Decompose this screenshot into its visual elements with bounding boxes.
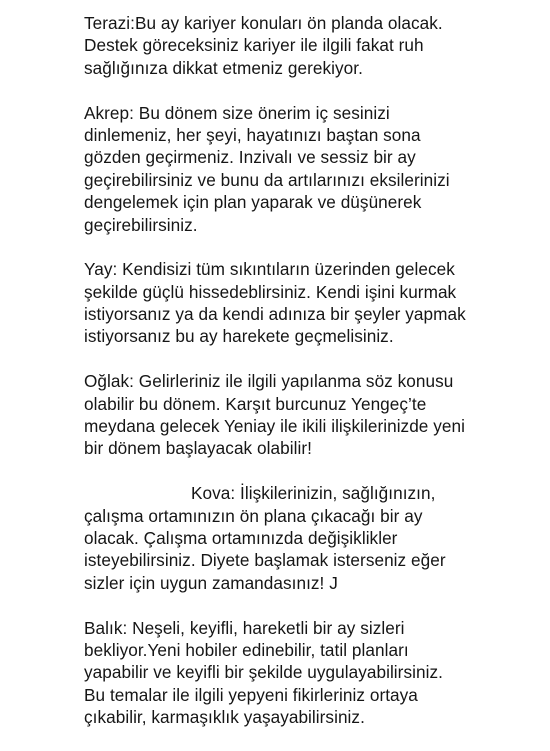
text-line: Yay: Kendisizi tüm sıkıntıların üzerinden gelecek xyxy=(84,259,455,280)
text-line: Akrep: Bu dönem size önerim iç sesinizi xyxy=(84,102,390,123)
paragraph-yay xyxy=(84,258,546,348)
text-line: olacak. Çalışma ortamınızda değişiklikler xyxy=(84,527,398,548)
text-line: isteyebilirsiniz. Diyete başlamak isterseniz eğer xyxy=(84,550,446,571)
text-line: sağlığınıza dikkat etmeniz gerekiyor. xyxy=(84,57,363,78)
horoscope-document xyxy=(84,12,546,751)
paragraph-akrep xyxy=(84,102,546,236)
text-line: yapabilir ve keyifli bir şekilde uygulayabilirsiniz. xyxy=(84,662,443,683)
paragraph-kova xyxy=(84,482,546,594)
text-line: Balık: Neşeli, keyifli, hareketli bir ay sizleri xyxy=(84,617,405,638)
text-line: Destek göreceksiniz kariyer ile ilgili fakat ruh xyxy=(84,35,424,56)
text-line: Terazi:Bu ay kariyer konuları ön planda olacak. xyxy=(84,13,443,33)
text-line: Bu temalar ile ilgili yepyeni fikirleriniz ortaya xyxy=(84,684,418,705)
text-line: meydana gelecek Yeniay ile ikili ilişkilerinizde yeni xyxy=(84,416,465,437)
paragraph-balik xyxy=(84,617,546,729)
text-line: dinlemeniz, her şeyi, hayatınızı baştan sona xyxy=(84,124,421,145)
text-line: bekliyor.Yeni hobiler edinebilir, tatil planları xyxy=(84,639,409,660)
text-line: Kova: İlişkilerinizin, sağlığınızın, xyxy=(191,483,436,504)
text-line: gözden geçirmeniz. Inzivalı ve sessiz bir ay xyxy=(84,147,416,168)
text-line: geçirebilirsiniz ve bunu da artılarınızı eksilerinizi xyxy=(84,169,450,190)
text-line: bir dönem başlayacak olabilir! xyxy=(84,438,312,459)
text-line: olabilir bu dönem. Karşıt burcunuz Yengeç’te xyxy=(84,393,427,414)
text-line: dengelemek için plan yaparak ve düşünerek xyxy=(84,192,422,213)
text-line: çalışma ortamınızın ön plana çıkacağı bir ay xyxy=(84,505,423,526)
paragraph-terazi xyxy=(84,12,546,79)
text-line: istiyorsanız bu ay harekete geçmelisiniz. xyxy=(84,326,394,347)
text-line: geçirebilirsiniz. xyxy=(84,214,198,235)
text-line: sizler için uygun zamandasınız! J xyxy=(84,572,338,593)
paragraph-oglak xyxy=(84,370,546,460)
text-line: Oğlak: Gelirleriniz ile ilgili yapılanma söz konusu xyxy=(84,371,454,392)
text-line: çıkabilir, karmaşıklık yaşayabilirsiniz. xyxy=(84,707,365,728)
text-line: istiyorsanız ya da kendi adınıza bir şeyler yapmak xyxy=(84,304,466,325)
text-line: şekilde güçlü hissedeblirsiniz. Kendi işini kurmak xyxy=(84,281,457,302)
